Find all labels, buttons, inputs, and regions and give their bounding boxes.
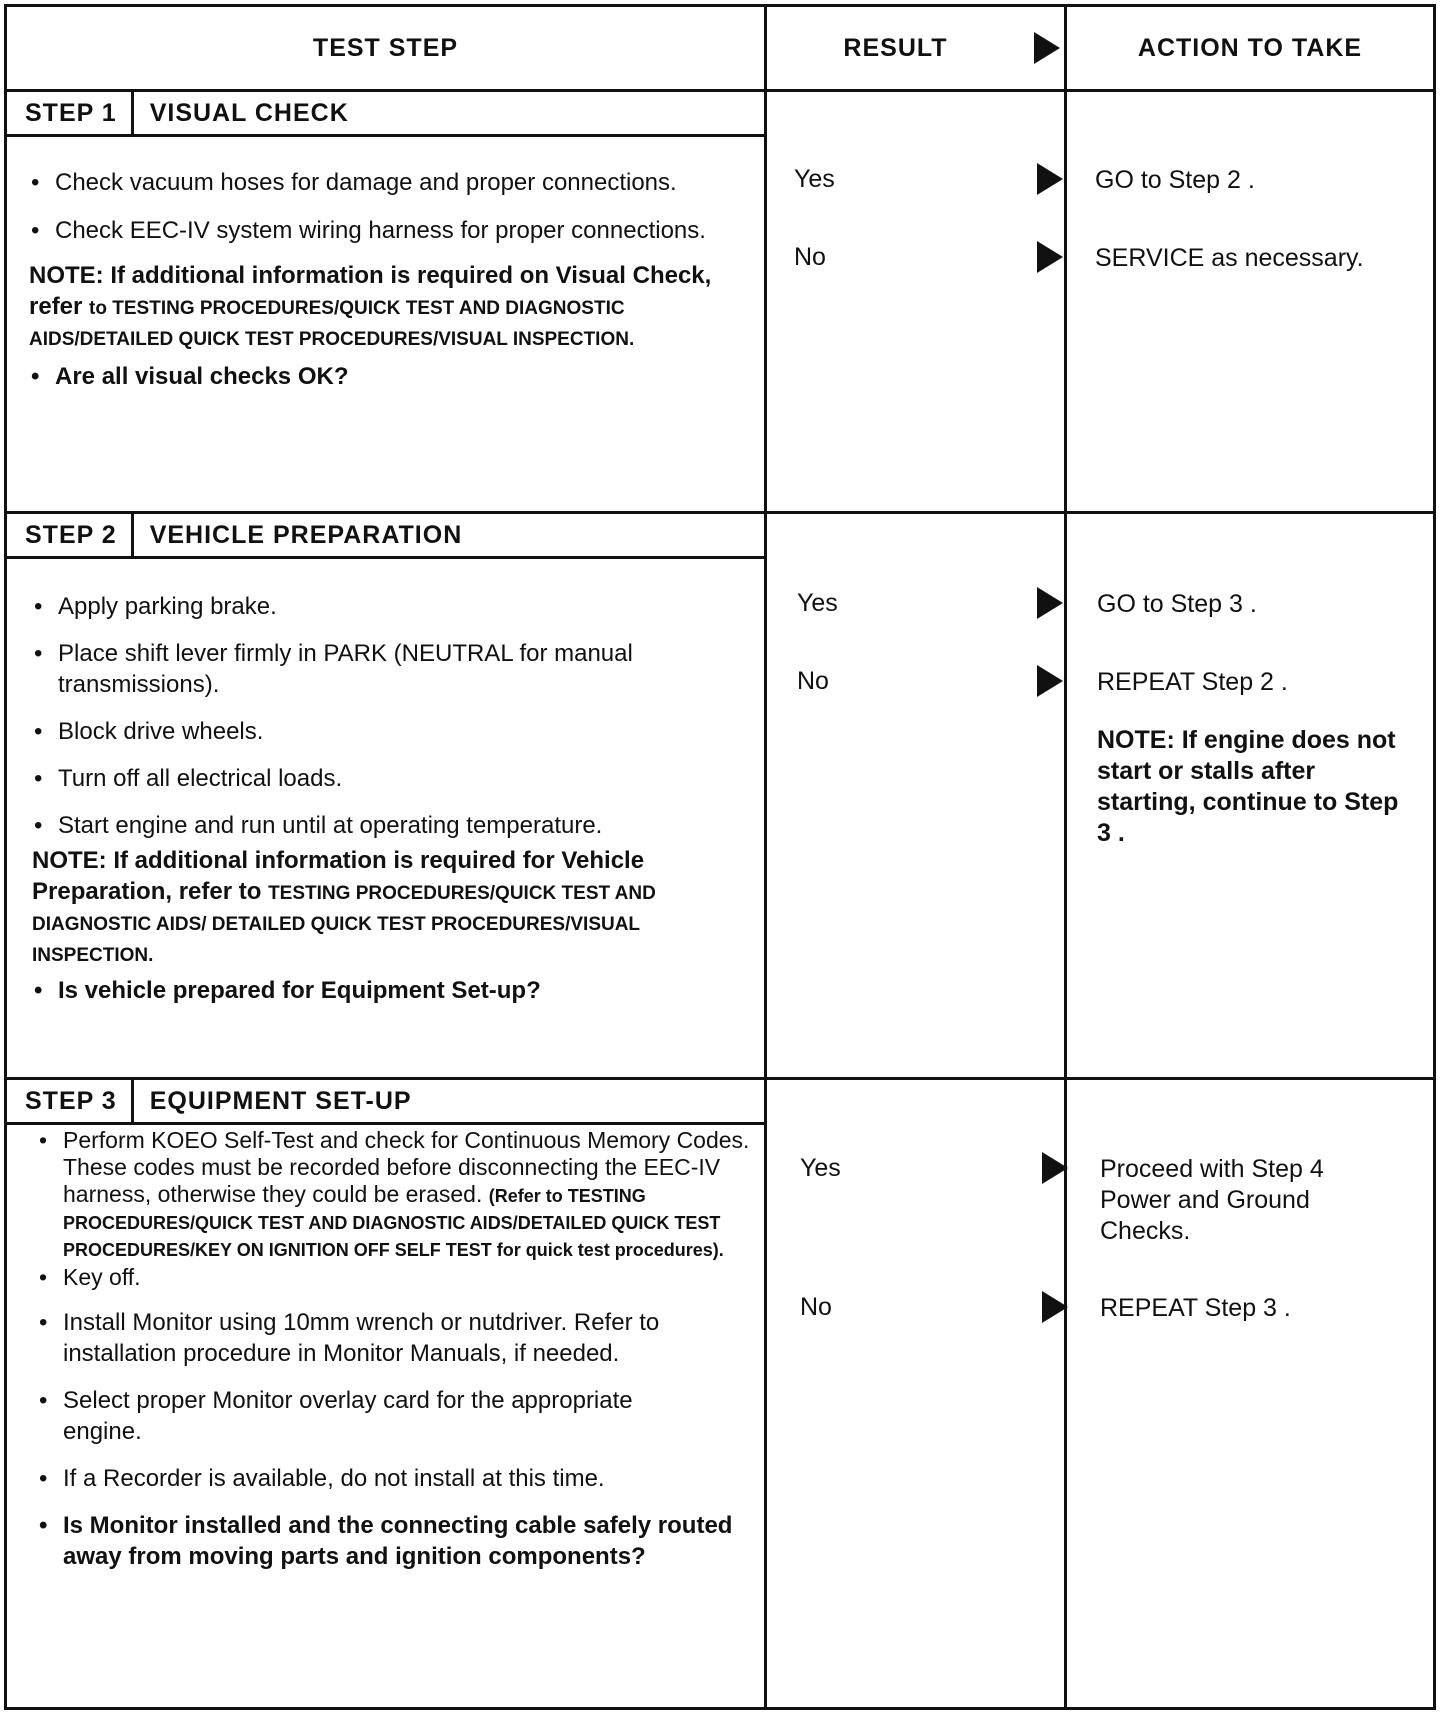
step-3-action-yes: Proceed with Step 4 Power and Ground Checks. bbox=[1100, 1155, 1324, 1245]
step-2-bullet: • Turn off all electrical loads. bbox=[32, 763, 754, 794]
arrow-right-icon bbox=[1042, 1291, 1068, 1323]
step-3-bullet: • Key off. bbox=[37, 1264, 757, 1291]
arrow-right-icon bbox=[1037, 665, 1063, 697]
step-2-bullet: • Start engine and run until at operating temperature. bbox=[32, 810, 618, 841]
step-2-result-no: No bbox=[797, 667, 829, 695]
step-3-result-yes: Yes bbox=[800, 1154, 841, 1182]
step-1-heading bbox=[7, 92, 764, 134]
step-1-bullet: • Check vacuum hoses for damage and proper connections. bbox=[29, 167, 695, 198]
step-3-first-bullet-text: Perform KOEO Self-Test and check for Continuous Memory Codes. These codes must be recorded before disconnecting the EEC-IV harness, otherwise they could be erased. bbox=[63, 1127, 750, 1207]
step-3-bullet: • Install Monitor using 10mm wrench or nutdriver. Refer to installation procedure in Monitor Manuals, if needed. bbox=[37, 1307, 753, 1369]
step-2-body bbox=[32, 591, 754, 1006]
step-1-note-detail: to TESTING PROCEDURES/QUICK TEST AND DIAGNOSTIC AIDS/DETAILED QUICK TEST PROCEDURES/VISUAL INSPECTION. bbox=[29, 298, 635, 350]
step-3-number: STEP 3 bbox=[7, 1080, 134, 1122]
step-1-title: VISUAL CHECK bbox=[149, 98, 349, 127]
step-1-heading-divider bbox=[7, 134, 764, 137]
step-2-bullet: • Place shift lever firmly in PARK (NEUTRAL for manual transmissions). bbox=[32, 638, 738, 700]
step-3-result-no: No bbox=[800, 1293, 832, 1321]
step-2-note bbox=[32, 845, 747, 969]
arrow-right-icon bbox=[1034, 32, 1060, 64]
step-2-note-detail: TESTING PROCEDURES/QUICK TEST AND DIAGNOSTIC AIDS/ DETAILED QUICK TEST PROCEDURES/VISUAL INSPECTION. bbox=[32, 883, 656, 966]
step-2-heading-divider bbox=[7, 556, 764, 559]
step-2-number: STEP 2 bbox=[7, 514, 134, 556]
step-3-action-no: REPEAT Step 3 . bbox=[1100, 1294, 1291, 1322]
step-2-bullet: • Block drive wheels. bbox=[32, 716, 754, 747]
step-3-title: EQUIPMENT SET-UP bbox=[149, 1086, 412, 1115]
step-3-question: • Is Monitor installed and the connecting cable safely routed away from moving parts and ignition components? bbox=[37, 1510, 753, 1572]
header-result-label: RESULT bbox=[843, 33, 948, 62]
step-1-result-no: No bbox=[794, 243, 826, 271]
step-2-action-no: REPEAT Step 2 . bbox=[1097, 668, 1288, 696]
step-2-action-yes: GO to Step 3 . bbox=[1097, 590, 1257, 618]
header-test-step bbox=[7, 7, 764, 89]
header-test-step-label: TEST STEP bbox=[312, 33, 459, 62]
step-3-first-bullet bbox=[37, 1127, 763, 1262]
step-2-result-yes: Yes bbox=[797, 589, 838, 617]
step-1-note-lead: NOTE: If additional information is required on Visual Check, refer bbox=[29, 262, 712, 320]
step-2-heading bbox=[7, 514, 764, 556]
step-3-bullet: • Select proper Monitor overlay card for the appropriate engine. bbox=[37, 1385, 673, 1447]
step-1-number: STEP 1 bbox=[7, 92, 134, 134]
step-3-bullet: • If a Recorder is available, do not install at this time. bbox=[37, 1463, 723, 1494]
header-action bbox=[1067, 7, 1433, 89]
column-divider-1 bbox=[764, 7, 767, 1707]
step-2-bullet: • Apply parking brake. bbox=[32, 591, 754, 622]
step-2-action-note: NOTE: If engine does not start or stalls after starting, continue to Step 3 . bbox=[1097, 726, 1399, 847]
step-1-body bbox=[29, 167, 754, 392]
arrow-right-icon bbox=[1037, 241, 1063, 273]
step-2-title: VEHICLE PREPARATION bbox=[149, 520, 463, 549]
column-divider-2 bbox=[1064, 7, 1067, 1707]
arrow-right-icon bbox=[1042, 1152, 1068, 1184]
step-3-body bbox=[37, 1127, 757, 1572]
step-1-action-yes: GO to Step 2 . bbox=[1095, 166, 1255, 194]
header-action-label: ACTION TO TAKE bbox=[1137, 33, 1363, 62]
step-3-heading bbox=[7, 1080, 764, 1122]
step-1-question: • Are all visual checks OK? bbox=[29, 361, 754, 392]
step-2-note-lead: NOTE: If additional information is required for Vehicle Preparation, refer to bbox=[32, 847, 645, 905]
arrow-right-icon bbox=[1037, 163, 1063, 195]
step-3-first-bullet-detail: (Refer to TESTING PROCEDURES/QUICK TEST AND DIAGNOSTIC AIDS/DETAILED QUICK TEST PROCEDURES/KEY ON IGNITION OFF SELF TEST for quick test procedures). bbox=[63, 1186, 724, 1260]
step-1-action-no: SERVICE as necessary. bbox=[1095, 244, 1364, 272]
step-3-heading-divider bbox=[7, 1122, 764, 1125]
step-1-result-yes: Yes bbox=[794, 165, 835, 193]
test-procedure-table bbox=[4, 4, 1436, 1710]
header-result bbox=[767, 7, 1064, 89]
step-2-question: • Is vehicle prepared for Equipment Set-up? bbox=[32, 975, 754, 1006]
step-1-bullet: • Check EEC-IV system wiring harness for proper connections. bbox=[29, 215, 735, 246]
step-1-note bbox=[29, 260, 749, 353]
arrow-right-icon bbox=[1037, 587, 1063, 619]
